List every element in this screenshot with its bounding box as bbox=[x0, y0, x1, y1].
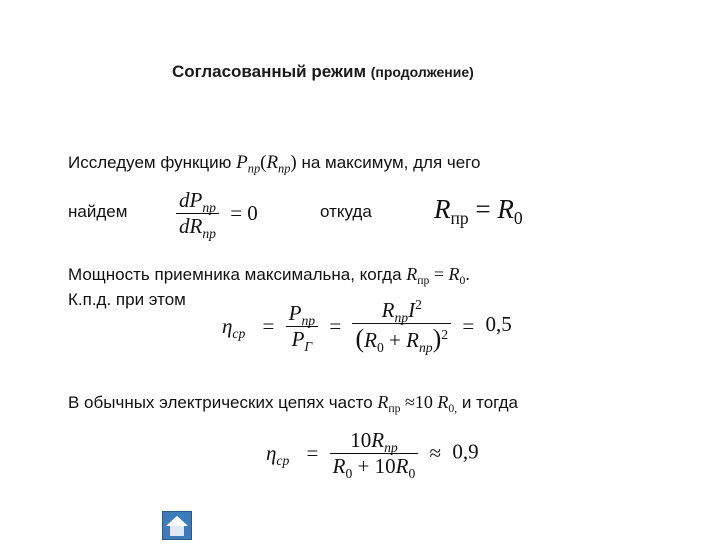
title-main: Согласованный режим bbox=[172, 62, 367, 81]
title-sub: (продолжение) bbox=[370, 64, 474, 80]
text-line-5 bbox=[68, 392, 518, 416]
text-line-2-mid: откуда bbox=[320, 202, 372, 221]
line1-pre: Исследуем функцию bbox=[68, 153, 232, 172]
formula-r-eq-r0: $R_{пр} = R_0$ bbox=[434, 194, 523, 229]
text-line-4: К.п.д. при этом bbox=[68, 290, 186, 309]
line1-post: на максимум, для чего bbox=[301, 153, 481, 172]
text-line-3 bbox=[68, 264, 470, 288]
efficiency-formula-2: $\eta_{ср}$ = $\frac{10R_{пр}}{R_0 + 10R_0}$ ≈ 0,9 bbox=[266, 428, 479, 481]
derivative-formula: $\frac{dP_{пр}}{dR_{пр}}$ = 0 bbox=[176, 188, 264, 239]
formula-max-cond: $R_{пр} = R_0$. bbox=[406, 264, 470, 288]
line3-pre: Мощность приемника максимальна, когда bbox=[68, 265, 402, 284]
home-icon bbox=[163, 512, 191, 539]
line5-post: и тогда bbox=[461, 393, 518, 412]
text-line-2-label: найдем bbox=[68, 202, 128, 221]
formula-p-pr: $P_{пр}(R_{пр})$ bbox=[236, 152, 297, 176]
line5-pre: В обычных электрических цепях часто bbox=[68, 393, 373, 412]
efficiency-formula-1: $\eta_{ср}$ = $\frac{P_{пр}}{P_Г}$ = $\frac{R_{пр}I^2}{(R_0 + R_{пр})^2}$ = 0,5 bbox=[222, 296, 512, 355]
page-title bbox=[172, 62, 474, 82]
home-button[interactable] bbox=[162, 511, 192, 540]
formula-typical: $R_{пр} \approx 10$ $R_{0,}$ bbox=[377, 392, 458, 416]
text-line-1 bbox=[68, 152, 480, 174]
